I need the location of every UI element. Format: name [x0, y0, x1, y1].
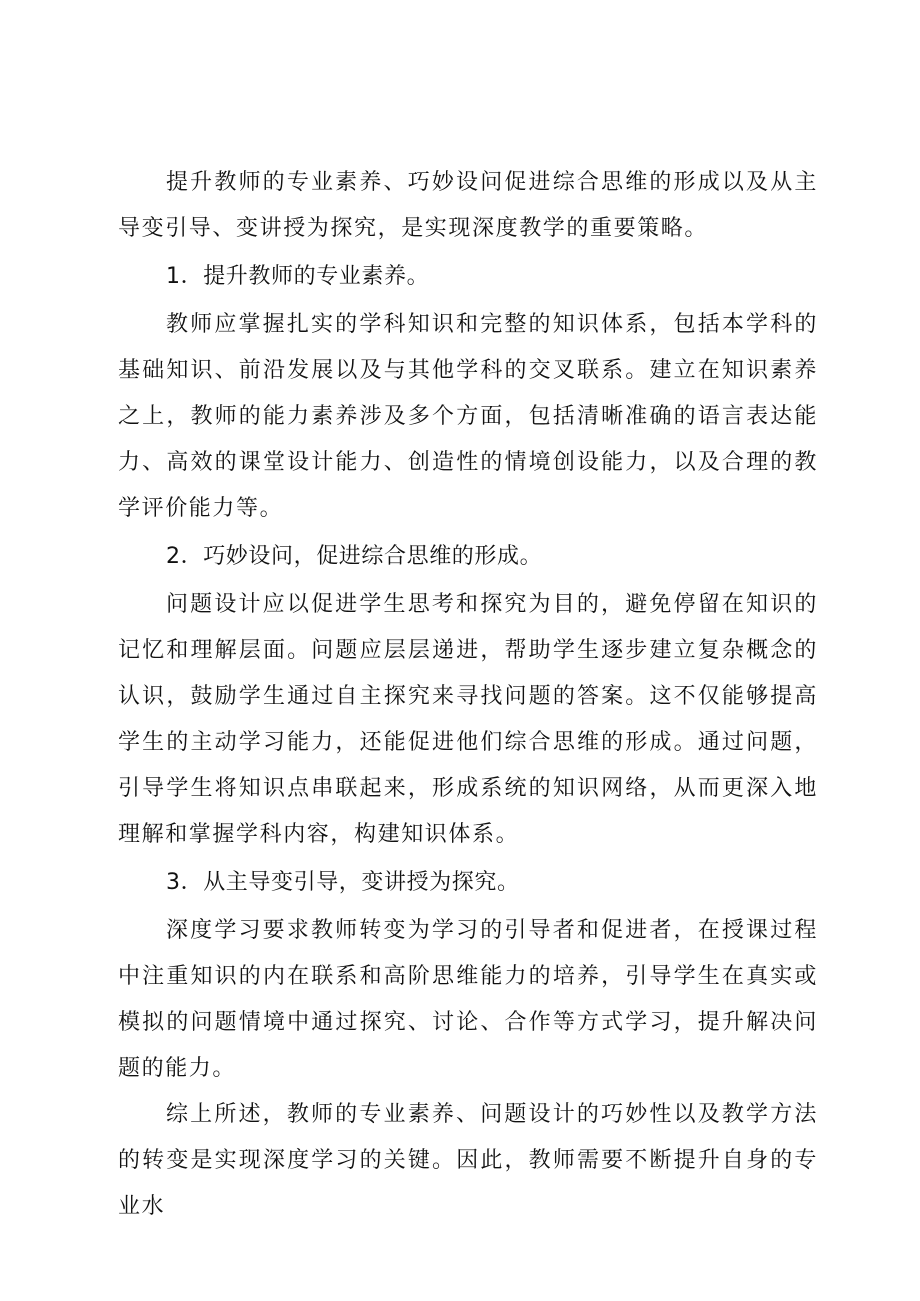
section-heading-2: 2．巧妙设问，促进综合思维的形成。	[166, 544, 543, 569]
document-page	[118, 160, 818, 1230]
section-body-2: 问题设计应以促进学生思考和探究为目的，避免停留在知识的记忆和理解层面。问题应层层递进，帮助学生逐步建立复杂概念的认识，鼓励学生通过自主探究来寻找问题的答案。这不仅能够提高学生的主动学习能力，还能促进他们综合思维的形成。通过问题，引导学生将知识点串联起来，形成系统的知识网络，从而更深入地理解和掌握学科内容，构建知识体系。	[118, 592, 818, 847]
section-body-3: 深度学习要求教师转变为学习的引导者和促进者，在授课过程中注重知识的内在联系和高阶思维能力的培养，引导学生在真实或模拟的问题情境中通过探究、讨论、合作等方式学习，提升解决问题的能力。	[118, 918, 818, 1081]
section-heading-3: 3．从主导变引导，变讲授为探究。	[166, 870, 520, 895]
section-body-1: 教师应掌握扎实的学科知识和完整的知识体系，包括本学科的基础知识、前沿发展以及与其他学科的交叉联系。建立在知识素养之上，教师的能力素养涉及多个方面，包括清晰准确的语言表达能力、高效的课堂设计能力、创造性的情境创设能力，以及合理的教学评价能力等。	[118, 312, 818, 521]
intro-paragraph: 提升教师的专业素养、巧妙设问促进综合思维的形成以及从主导变引导、变讲授为探究，是实现深度教学的重要策略。	[118, 170, 818, 241]
section-heading-1: 1．提升教师的专业素养。	[166, 264, 430, 289]
conclusion-paragraph: 综上所述，教师的专业素养、问题设计的巧妙性以及教学方法的转变是实现深度学习的关键。因此，教师需要不断提升自身的专业水	[118, 1102, 818, 1219]
